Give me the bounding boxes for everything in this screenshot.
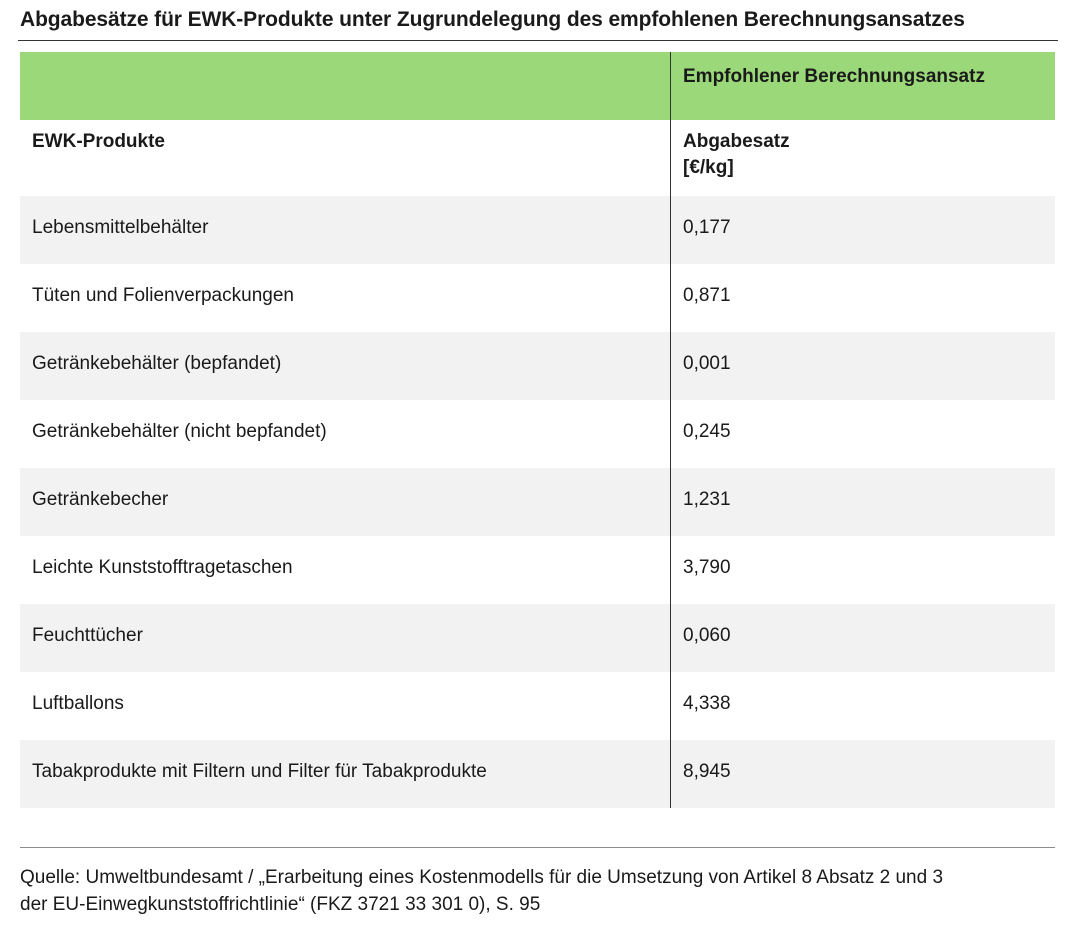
- table-row: [20, 332, 1055, 400]
- product-cell: Leichte Kunststofftragetaschen: [32, 557, 293, 578]
- table-row: [20, 672, 1055, 740]
- product-cell: Tabakprodukte mit Filtern und Filter für Tabakprodukte: [32, 761, 487, 782]
- table-row: [20, 196, 1055, 264]
- source-line-2: der EU-Einwegkunststoffrichtlinie“ (FKZ 3721 33 301 0), S. 95: [20, 894, 541, 915]
- rate-cell: 0,060: [670, 604, 1055, 672]
- product-cell: Luftballons: [32, 693, 124, 714]
- group-header-row: [20, 52, 1055, 120]
- table-row: [20, 740, 1055, 808]
- group-header-empty-cell: [20, 52, 670, 120]
- product-cell: Getränkebecher: [32, 489, 169, 510]
- group-header-cell: Empfohlener Berechnungsansatz: [670, 52, 1055, 120]
- rate-cell: 0,177: [670, 196, 1055, 264]
- table-title: Abgabesätze für EWK-Produkte unter Zugrundelegung des empfohlenen Berechnungsansatzes: [20, 8, 965, 31]
- rate-cell: 4,338: [670, 672, 1055, 740]
- rate-cell: 0,245: [670, 400, 1055, 468]
- table-row: [20, 468, 1055, 536]
- rate-cell: 3,790: [670, 536, 1055, 604]
- rate-cell: 8,945: [670, 740, 1055, 808]
- rate-cell: 1,231: [670, 468, 1055, 536]
- rates-table: [20, 52, 1055, 808]
- table-row: [20, 604, 1055, 672]
- column-header-rate-unit: [€/kg]: [683, 157, 734, 178]
- title-divider: [18, 40, 1058, 41]
- product-cell: Getränkebehälter (bepfandet): [32, 353, 282, 374]
- source-note: [20, 864, 1060, 918]
- table-row: [20, 536, 1055, 604]
- column-header-rate-label: Abgabesatz: [683, 131, 790, 152]
- product-cell: Lebensmittelbehälter: [32, 217, 209, 238]
- column-header-products: EWK-Produkte: [32, 131, 165, 152]
- product-cell: Feuchttücher: [32, 625, 143, 646]
- product-cell: Getränkebehälter (nicht bepfandet): [32, 421, 327, 442]
- column-header-rate: [670, 120, 1055, 196]
- source-divider: [20, 847, 1055, 848]
- column-header-row: [20, 120, 1055, 196]
- rate-cell: 0,871: [670, 264, 1055, 332]
- table-row: [20, 400, 1055, 468]
- table-row: [20, 264, 1055, 332]
- source-line-1: Quelle: Umweltbundesamt / „Erarbeitung eines Kostenmodells für die Umsetzung von Artikel 8 Absatz 2 und 3: [20, 867, 944, 888]
- rate-cell: 0,001: [670, 332, 1055, 400]
- product-cell: Tüten und Folienverpackungen: [32, 285, 294, 306]
